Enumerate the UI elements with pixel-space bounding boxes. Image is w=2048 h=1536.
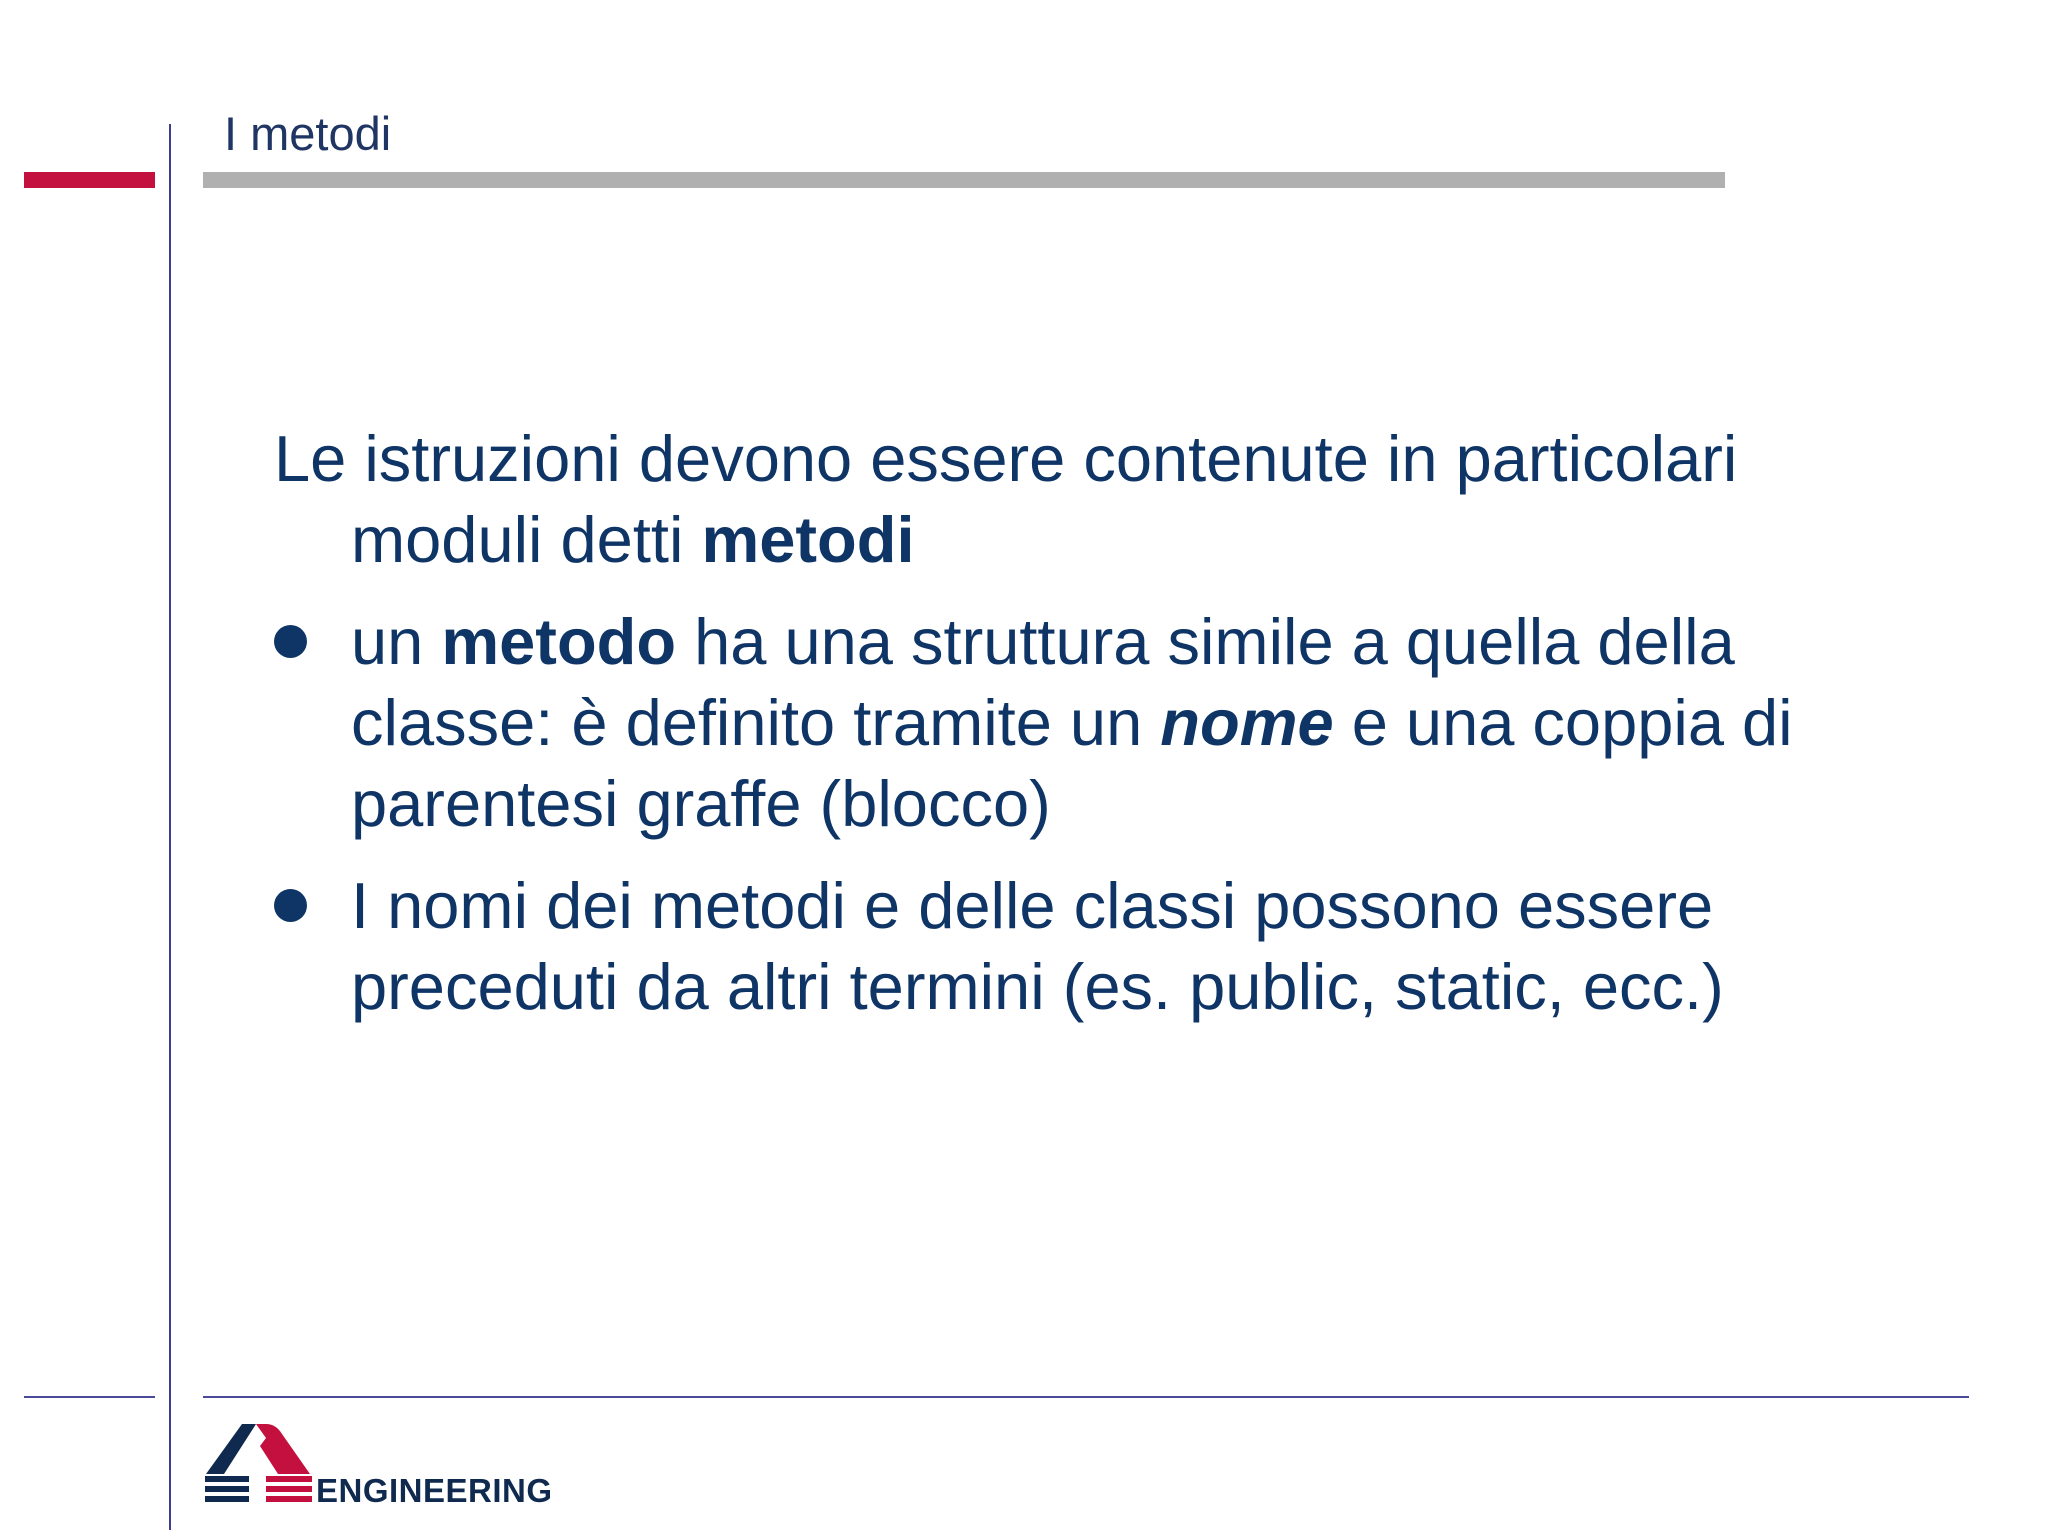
bullet-1-text-b: ha una struttura simile a quella della classe: è definito tramite un bbox=[351, 605, 1735, 759]
bullet-item-2 bbox=[274, 865, 1854, 1027]
bullet-1-bold-italic-term: nome bbox=[1160, 686, 1334, 759]
bullet-dot-icon bbox=[274, 889, 307, 922]
bullet-1-text-a: un bbox=[351, 605, 442, 678]
title-underline-rule bbox=[203, 172, 1725, 188]
bullet-dot-icon bbox=[274, 625, 307, 658]
bullet-1-bold-term: metodo bbox=[441, 605, 677, 678]
slide-title: I metodi bbox=[224, 107, 392, 160]
slide-body bbox=[274, 418, 1854, 1027]
engineering-logo-icon bbox=[204, 1418, 314, 1506]
vertical-divider bbox=[169, 124, 171, 1530]
footer-rule-right bbox=[203, 1396, 1969, 1398]
intro-bold-term: metodi bbox=[701, 503, 915, 576]
bullet-1-text-c: e una coppia di parentesi graffe (blocco) bbox=[351, 686, 1793, 840]
bullet-item-1 bbox=[274, 601, 1854, 844]
title-accent-bar bbox=[24, 172, 155, 188]
footer-rule-left bbox=[24, 1396, 155, 1398]
intro-paragraph bbox=[274, 418, 1854, 580]
bullet-2-text: I nomi dei metodi e delle classi possono essere preceduti da altri termini (es. public, static, ecc.) bbox=[351, 869, 1724, 1023]
logo-wordmark: ENGINEERING bbox=[316, 1472, 553, 1509]
intro-text: Le istruzioni devono essere contenute in particolari moduli detti bbox=[274, 422, 1738, 576]
